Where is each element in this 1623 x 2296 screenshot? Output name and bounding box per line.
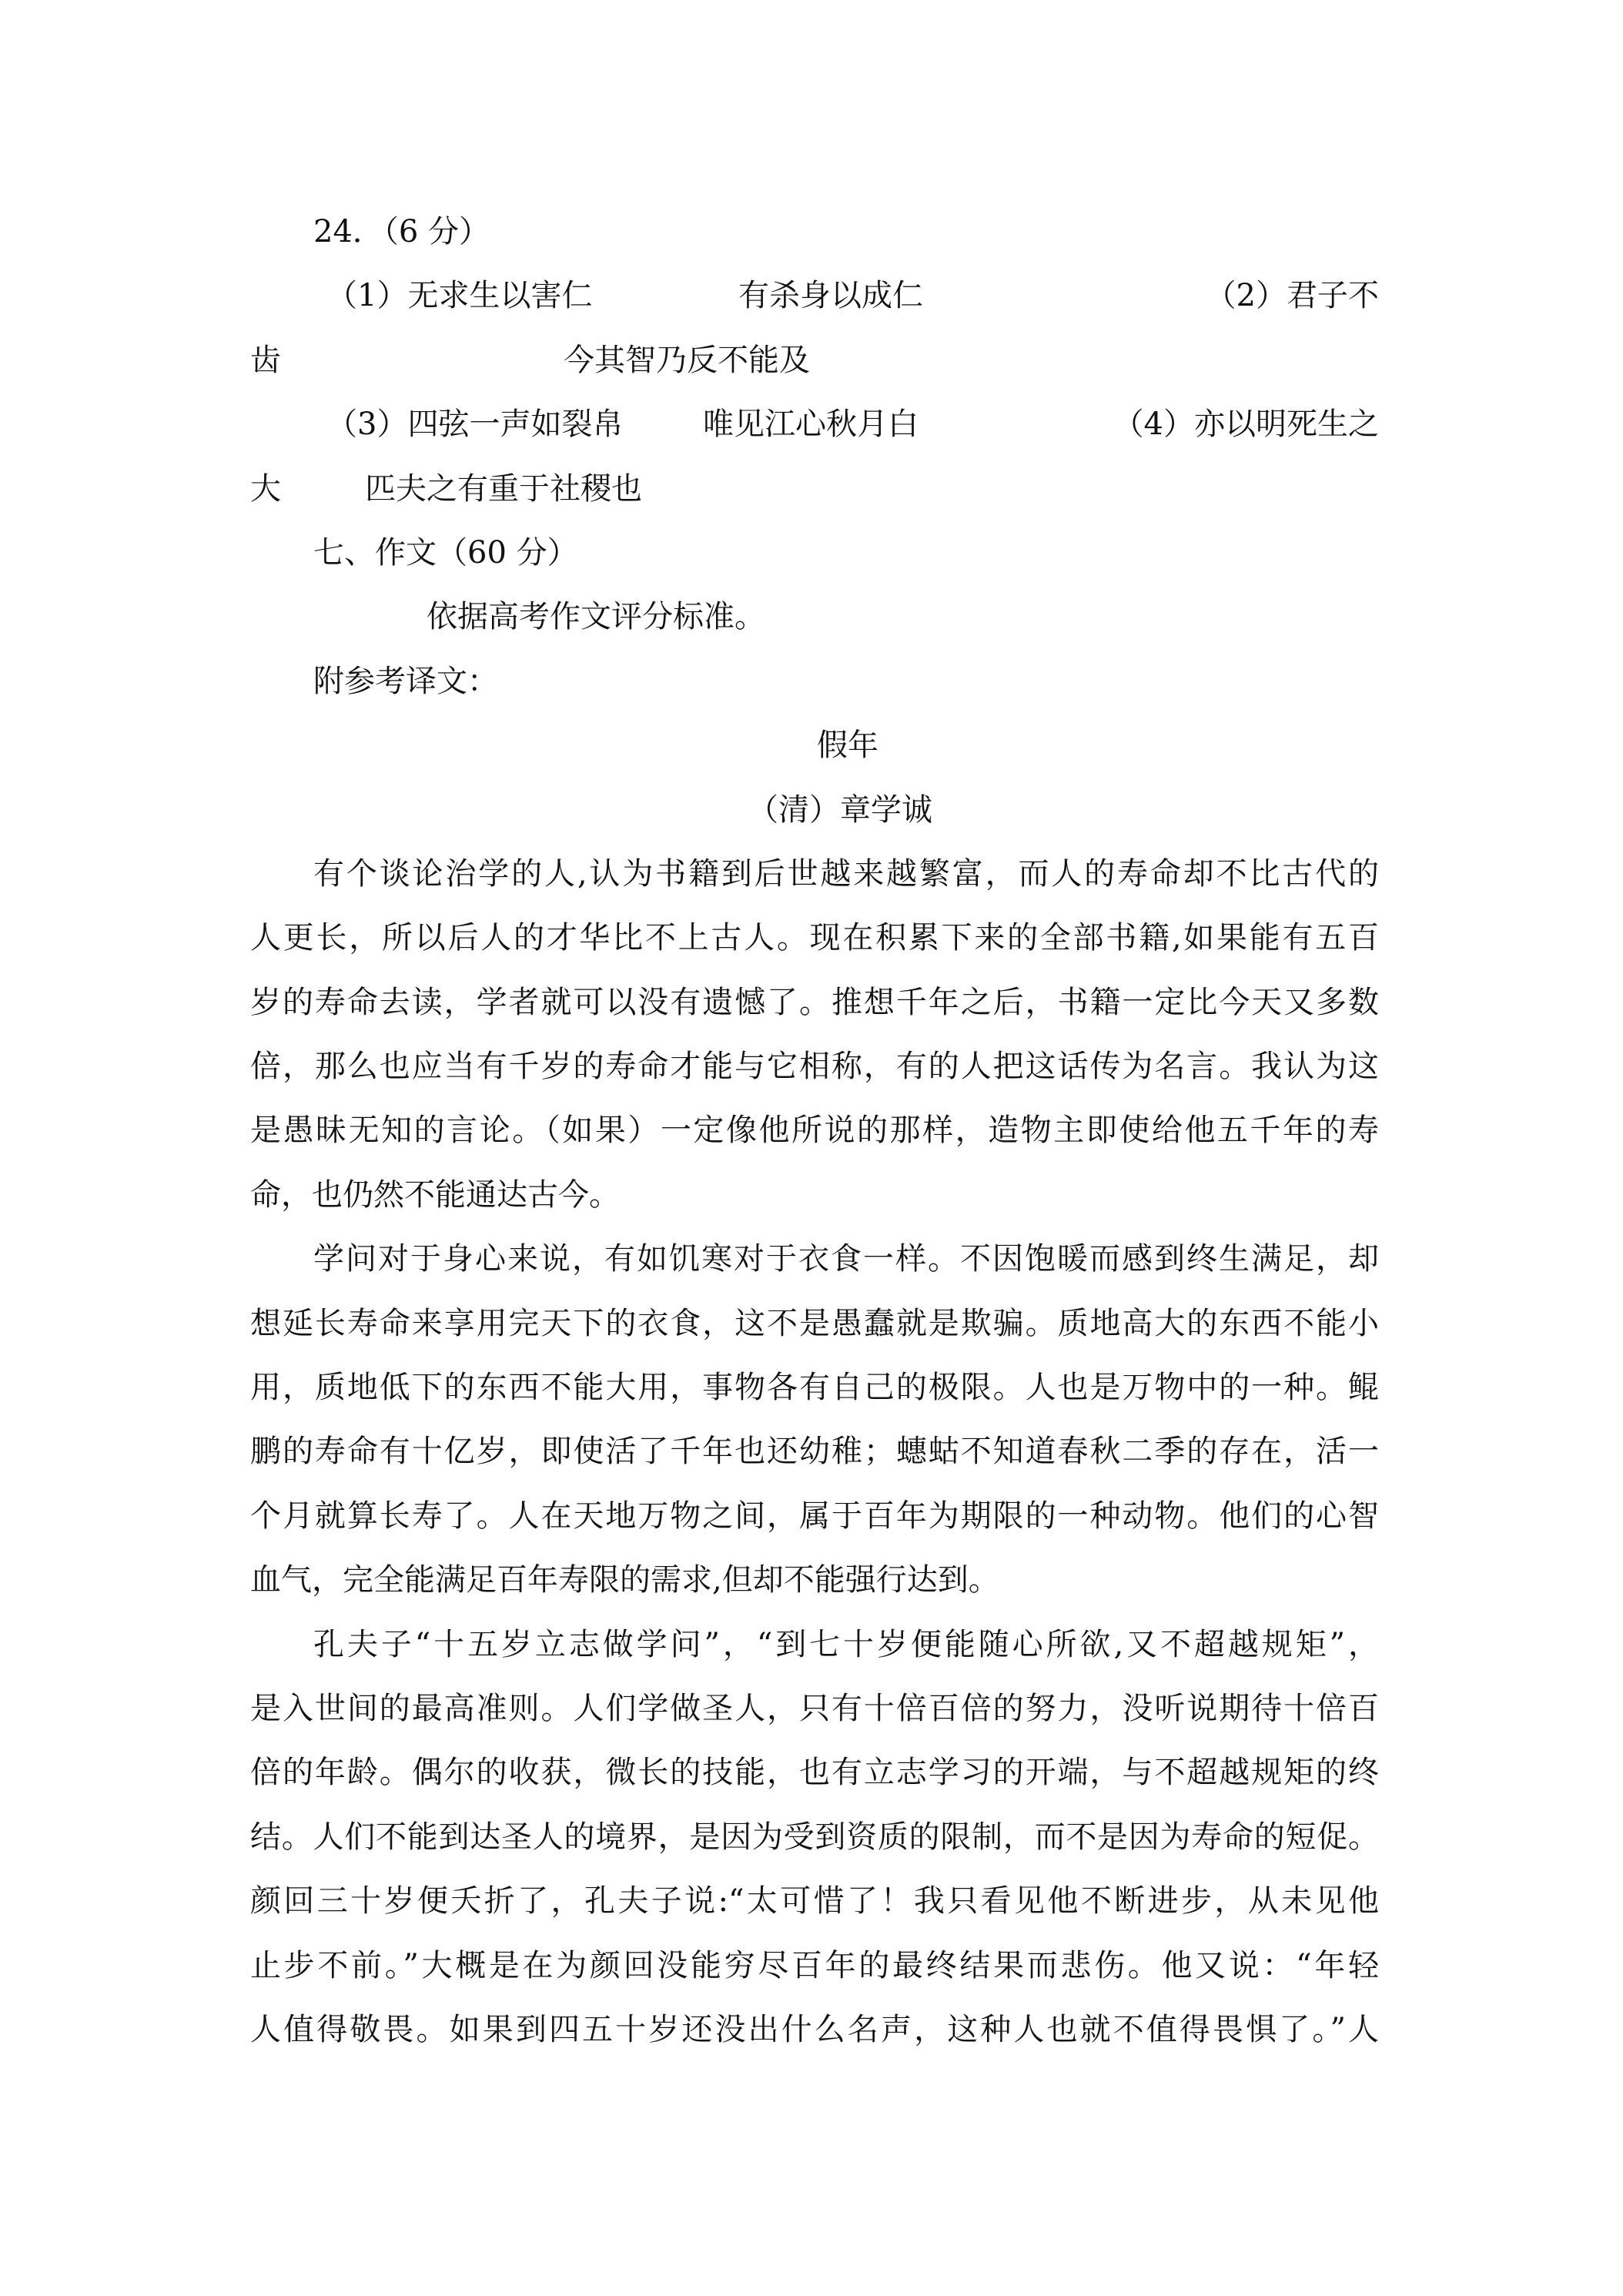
essay-paragraph-2-line-3: 用，质地低下的东西不能大用，事物各有自己的极限。人也是万物中的一种。鲲 (250, 1370, 1379, 1406)
answer-2-part-a: （2）君子不 (1205, 278, 1379, 314)
essay-paragraph-3-line-7: 人值得敬畏。如果到四五十岁还没出什么名声，这种人也就不值得畏惧了。”人 (250, 2011, 1379, 2047)
essay-paragraph-2-line-4: 鹏的寿命有十亿岁，即使活了千年也还幼稚；蟪蛄不知道春秋二季的存在，活一 (250, 1434, 1379, 1470)
essay-paragraph-3-line-2: 是入世间的最高准则。人们学做圣人，只有十倍百倍的努力，没听说期待十倍百 (250, 1690, 1379, 1726)
essay-paragraph-1-line-4: 倍，那么也应当有千岁的寿命才能与它相称，有的人把这话传为名言。我认为这 (250, 1049, 1379, 1085)
answer-4-part-b: 匹夫之有重于社稷也 (365, 470, 642, 507)
essay-author-line (0, 778, 1623, 842)
essay-paragraph-2-line-1: 学问对于身心来说，有如饥寒对于衣食一样。不因饱暖而感到终生满足，却 (313, 1241, 1379, 1277)
answer-4-part-a: （4）亦以明死生之 (1113, 407, 1379, 443)
appendix-label: 附参考译文： (313, 663, 498, 699)
answer-row-2 (0, 329, 1623, 393)
section-7-note-line (0, 585, 1623, 649)
essay-paragraph-1-line-5: 是愚昧无知的言论。（如果）一定像他所说的那样，造物主即使给他五千年的寿 (250, 1113, 1379, 1149)
answer-2-part-b: 今其智乃反不能及 (564, 342, 810, 378)
essay-paragraph-1-line-6: 命，也仍然不能通达古今。 (250, 1176, 620, 1213)
essay-paragraph-2-line-5: 个月就算长寿了。人在天地万物之间，属于百年为期限的一种动物。他们的心智 (250, 1498, 1379, 1534)
question-24-heading-line (0, 200, 1623, 264)
answer-row-3 (0, 393, 1623, 457)
essay-paragraph-1-line-2: 人更长，所以后人的才华比不上古人。现在积累下来的全部书籍,如果能有五百 (250, 920, 1379, 956)
essay-title-line (0, 714, 1623, 778)
answer-2-part-a-continued: 齿 (250, 342, 281, 378)
essay-paragraph-3-line-4: 结。人们不能到达圣人的境界，是因为受到资质的限制，而不是因为寿命的短促。 (250, 1819, 1379, 1855)
answer-row-1 (0, 264, 1623, 328)
essay-paragraph-2-line-2: 想延长寿命来享用完天下的衣食，这不是愚蠢就是欺骗。质地高大的东西不能小 (250, 1305, 1379, 1341)
essay-paragraph-1-line-3: 岁的寿命去读，学者就可以没有遗憾了。推想千年之后，书籍一定比今天又多数 (250, 984, 1379, 1020)
answer-row-4 (0, 457, 1623, 521)
appendix-label-line (0, 650, 1623, 714)
essay-author: （清）章学诚 (748, 792, 932, 828)
answer-1-part-a: （1）无求生以害仁 (326, 278, 593, 314)
essay-paragraph-2-line-6: 血气，完全能满足百年寿限的需求,但却不能强行达到。 (250, 1562, 999, 1598)
answer-3-part-b: 唯见江心秋月白 (703, 407, 919, 443)
essay-title: 假年 (817, 728, 878, 764)
section-7-heading: 七、作文（60 分） (313, 534, 578, 571)
section-7-heading-line (0, 521, 1623, 585)
essay-paragraph-3-line-3: 倍的年龄。偶尔的收获，微长的技能，也有立志学习的开端，与不超越规矩的终 (250, 1755, 1379, 1791)
essay-paragraph-3-line-6: 止步不前。”大概是在为颜回没能穷尽百年的最终结果而悲伤。他又说：“年轻 (250, 1947, 1379, 1983)
section-7-note: 依据高考作文评分标准。 (427, 599, 765, 635)
page-text-body (0, 200, 1623, 2062)
answer-4-part-a-continued: 大 (250, 470, 281, 507)
answer-3-part-a: （3）四弦一声如裂帛 (326, 407, 624, 443)
answer-1-part-b: 有杀身以成仁 (738, 278, 923, 314)
essay-paragraph-3-line-1: 孔夫子“十五岁立志做学问”，“到七十岁便能随心所欲,又不超越规矩”， (313, 1626, 1379, 1662)
essay-paragraph-3-line-5: 颜回三十岁便夭折了，孔夫子说:“太可惜了！我只看见他不断进步，从未见他 (250, 1883, 1379, 1919)
question-24-label: 24．（6 分） (313, 214, 490, 249)
essay-paragraph-1-line-1: 有个谈论治学的人,认为书籍到后世越来越繁富，而人的寿命却不比古代的 (313, 855, 1379, 892)
